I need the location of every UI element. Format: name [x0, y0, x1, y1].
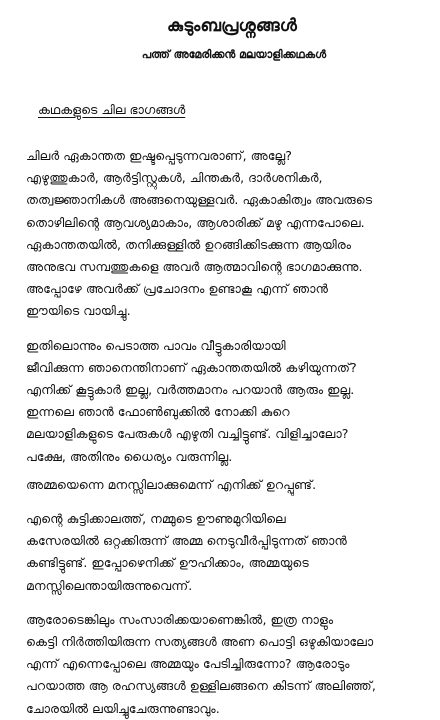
paragraph-5: ആരോടെങ്കിലും സംസാരിക്കയാണെങ്കിൽ, ഇത്ര നാളും കെട്ടി നിർത്തിയിരുന്ന സത്യങ്ങൾ അണ പൊട്ടി ഒഴുകിയാലോ എന്ന് എന്നെപ്പോലെ അമ്മയും പേടിച്ചിരുന്നോ? ആരോടും പറയാത്ത ആ രഹസ്യങ്ങൾ ഉള്ളിലങ്ങനെ കിടന്ന് അലിഞ്ഞ്, ചോരയിൽ ലയിച്ചുചേരുന്നുണ്ടാവും.	[26, 611, 376, 716]
section-heading: കഥകളുടെ ചില ഭാഗങ്ങൾ	[38, 102, 186, 117]
paragraph-3: അമ്മയെന്നെ മനസ്സിലാക്കുമെന്ന് എനിക്ക് ഉറപ്പുണ്ട്.	[26, 476, 317, 492]
paragraph-2: ഇതിലൊന്നും പെടാത്ത പാവം വീട്ടുകാരിയായി ജീവിക്കുന്ന ഞാനെന്തിനാണ് ഏകാന്തതയിൽ കഴിയുന്നത്? എനിക്ക് കൂട്ടുകാർ ഇല്ല, വർത്തമാനം പറയാൻ ആരും ഇല്ല. ഇന്നലെ ഞാൻ ഫോൺബുക്കിൽ നോക്കി കുറെ മലയാളികളുടെ പേരുകൾ എഴുതി വച്ചിട്ടുണ്ട്. വിളിച്ചാലോ? പക്ഷേ, അതിനും ധൈര്യം വരുന്നില്ല.	[26, 337, 357, 464]
paragraph-1: ചിലർ ഏകാന്തത ഇഷ്ടപ്പെടുന്നവരാണ്, അല്ലേ? എഴുത്തുകാർ, ആർട്ടിസ്റ്റുകൾ, ചിന്തകർ, ദാർശനികർ, തത്വജ്ഞാനികൾ അങ്ങനെയുള്ളവർ. ഏകാകിത്വം അവരുടെ തൊഴിലിന്റെ ആവശ്യമാകാം, ആശാരിക്ക് മഴു എന്നപോലെ. ഏകാന്തതയിൽ, തനിക്കുള്ളിൽ ഉറങ്ങിക്കിടക്കുന്ന ആയിരം അനുഭവ സമ്പത്തുകളെ അവർ ആത്മാവിന്റെ ഭാഗമാക്കുന്നു. അപ്പോഴേ അവർക്ക് പ്രചോദനം ഉണ്ടാകൂ എന്ന് ഞാൻ ഈയിടെ വായിച്ചു.	[26, 148, 373, 319]
excerpt-body	[26, 145, 418, 720]
paragraph-4: എന്റെ കുട്ടിക്കാലത്ത്, നമ്മുടെ ഊണുമുറിയിലെ കസേരയിൽ ഒറ്റക്കിരുന്ന് അമ്മ നെടുവീർപ്പിടുന്നത് ഞാൻ കണ്ടിട്ടുണ്ട്. ഇപ്പോഴെനിക്ക് ഊഹിക്കാം, അമ്മയുടെ മനസ്സിലെന്തായിരുന്നുവെന്ന്.	[26, 511, 347, 593]
book-subtitle: പത്ത് അമേരിക്കൻ മലയാളിക്കഥകൾ	[141, 48, 327, 61]
book-title: കുടുംബപ്രശ്നങ്ങൾ	[166, 16, 298, 36]
